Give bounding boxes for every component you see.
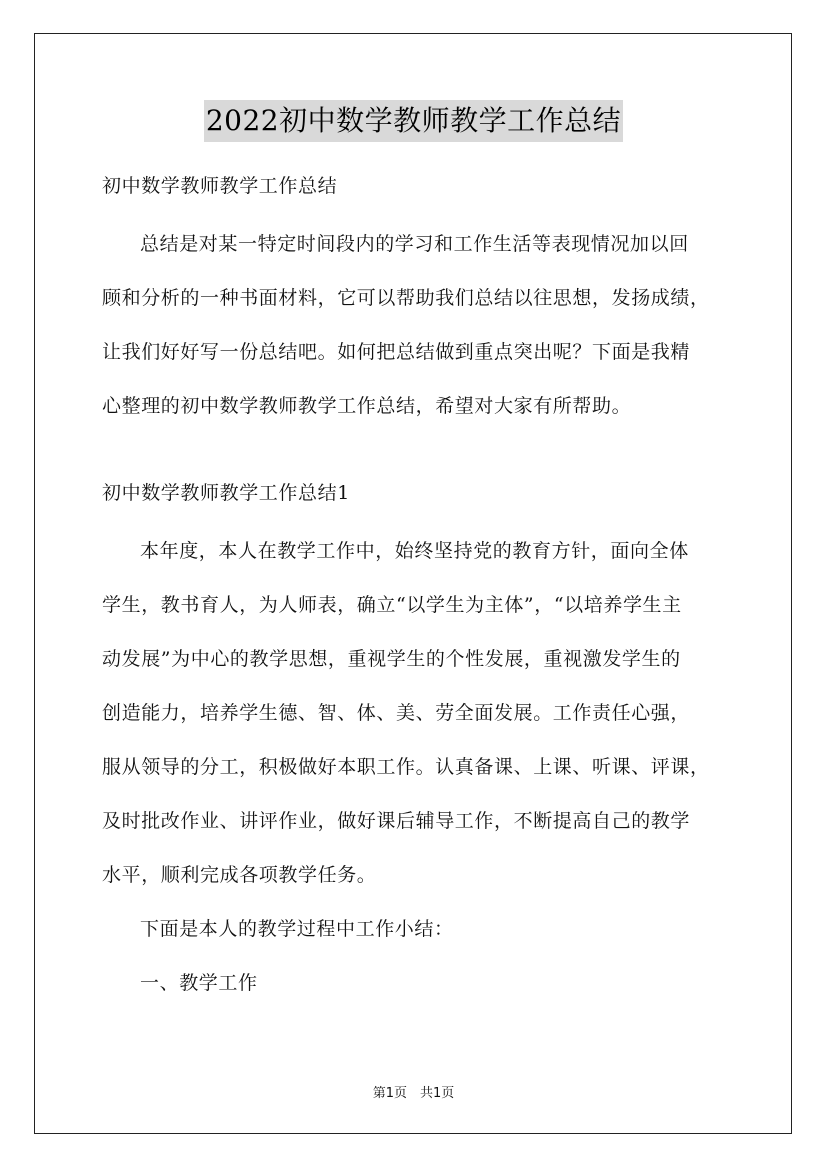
spacer [102, 433, 732, 479]
item-heading: 一、教学工作 [140, 972, 258, 994]
intro-line: 让我们好好写一份总结吧。如何把总结做到重点突出呢？下面是我精 [102, 341, 691, 363]
intro-paragraph [102, 217, 732, 433]
page-footer: 第1页 共1页 [372, 1086, 455, 1101]
section-line: 动发展”为中心的教学思想，重视学生的个性发展，重视激发学生的 [102, 648, 681, 670]
section-line: 水平，顺利完成各项教学任务。 [102, 864, 377, 886]
section-line: 本年度，本人在教学工作中，始终坚持党的教育方针，面向全体 [140, 540, 689, 562]
summary-line: 下面是本人的教学过程中工作小结： [140, 918, 454, 940]
section-title: 初中数学教师教学工作总结1 [102, 482, 350, 504]
title-container [0, 100, 827, 142]
section-paragraph [102, 524, 732, 1010]
section-line: 服从领导的分工，积极做好本职工作。认真备课、上课、听课、评课， [102, 756, 710, 778]
intro-line: 顾和分析的一种书面材料，它可以帮助我们总结以往思想，发扬成绩， [102, 287, 710, 309]
document-body [102, 172, 732, 1010]
section-line: 及时批改作业、讲评作业，做好课后辅导工作，不断提高自己的教学 [102, 810, 691, 832]
intro-line: 总结是对某一特定时间段内的学习和工作生活等表现情况加以回 [140, 233, 689, 255]
document-title: 2022初中数学教师教学工作总结 [204, 100, 623, 142]
section-line: 创造能力，培养学生德、智、体、美、劳全面发展。工作责任心强， [102, 702, 691, 724]
intro-line: 心整理的初中数学教师教学工作总结，希望对大家有所帮助。 [102, 395, 632, 417]
subtitle: 初中数学教师教学工作总结 [102, 175, 338, 197]
section-line: 学生，教书育人，为人师表，确立“以学生为主体”，“以培养学生主 [102, 594, 682, 616]
